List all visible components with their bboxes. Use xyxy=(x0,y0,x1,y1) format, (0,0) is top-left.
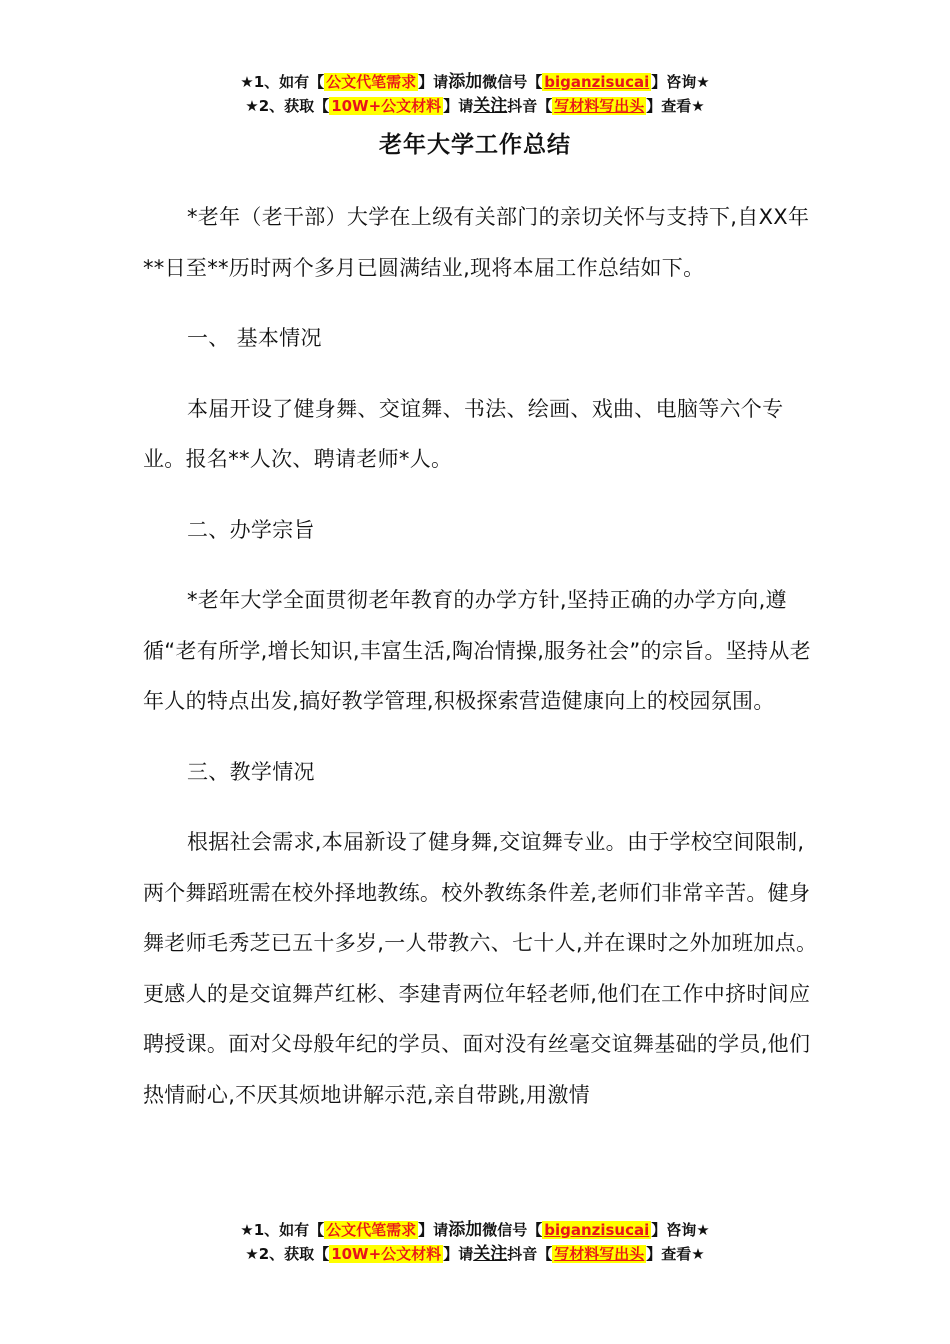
banner-line1-add: 添加 xyxy=(448,72,483,92)
footer-line1-add: 添加 xyxy=(448,1220,483,1240)
banner-line2-prefix: ★2、获取【 xyxy=(245,97,330,115)
banner-douyin-account-link[interactable]: 写材料写出头 xyxy=(554,97,645,115)
footer-wechat-id-link[interactable]: biganzisucai xyxy=(544,1221,650,1239)
section-teaching-paragraph: 根据社会需求,本届新设了健身舞,交谊舞专业。由于学校空间限制,两个舞蹈班需在校外择地教练。校外教练条件差,老师们非常辛苦。健身舞老师毛秀芝已五十多岁,一人带教六、七十人,并在课时之外加班加点。更感人的是交谊舞芦红彬、李建青两位年轻老师,他们在工作中挤时间应聘授课。面对父母般年纪的学员、面对没有丝毫交谊舞基础的学员,他们热情耐心,不厌其烦地讲解示范,亲自带跳,用激情 xyxy=(143,830,818,1107)
footer-line2-prefix: ★2、获取【 xyxy=(245,1245,330,1263)
banner-line2-suffix: 】查看★ xyxy=(646,97,705,115)
header-banner xyxy=(0,70,950,118)
intro-paragraph: *老年（老干部）大学在上级有关部门的亲切关怀与支持下,自XX年**日至**历时两个多月已圆满结业,现将本届工作总结如下。 xyxy=(143,205,810,280)
section-purpose-paragraph: *老年大学全面贯彻老年教育的办学方针,坚持正确的办学方向,遵循“老有所学,增长知识,丰富生活,陶冶情操,服务社会”的宗旨。坚持从老年人的特点出发,搞好教学管理,积极探索营造健康向上的校园氛围。 xyxy=(143,588,811,713)
footer-line2-follow: 关注 xyxy=(473,1244,508,1264)
banner-line2-follow: 关注 xyxy=(473,96,508,116)
footer-line1-prefix: ★1、如有【 xyxy=(240,1221,325,1239)
section-heading-purpose: 二、办学宗旨 xyxy=(187,517,315,542)
footer-douyin-account-link[interactable]: 写材料写出头 xyxy=(554,1245,645,1263)
banner-wechat-id-link[interactable]: biganzisucai xyxy=(544,73,650,91)
section-basic-paragraph: 本届开设了健身舞、交谊舞、书法、绘画、戏曲、电脑等六个专业。报名**人次、聘请老师*人。 xyxy=(143,396,784,471)
section-heading-teaching: 三、教学情况 xyxy=(187,759,315,784)
banner-line-1 xyxy=(0,70,950,94)
footer-line2-mid: 】请 xyxy=(443,1245,474,1263)
banner-line1-mid2: 微信号【 xyxy=(482,73,543,91)
banner-highlight-materials: 10W+公文材料 xyxy=(331,97,442,115)
footer-line1-mid: 】请 xyxy=(418,1221,449,1239)
banner-line1-suffix: 】咨询★ xyxy=(651,73,710,91)
banner-line2-mid: 】请 xyxy=(443,97,474,115)
footer-banner-line-1 xyxy=(0,1218,950,1242)
document-body xyxy=(143,192,819,1120)
footer-highlight-materials: 10W+公文材料 xyxy=(331,1245,442,1263)
footer-highlight-service: 公文代笔需求 xyxy=(326,1221,417,1239)
banner-line-2 xyxy=(0,94,950,118)
footer-line2-suffix: 】查看★ xyxy=(646,1245,705,1263)
footer-line1-suffix: 】咨询★ xyxy=(651,1221,710,1239)
footer-line2-mid2: 抖音【 xyxy=(507,1245,553,1263)
footer-line1-mid2: 微信号【 xyxy=(482,1221,543,1239)
footer-banner xyxy=(0,1218,950,1266)
banner-highlight-service: 公文代笔需求 xyxy=(326,73,417,91)
footer-banner-line-2 xyxy=(0,1242,950,1266)
document-title: 老年大学工作总结 xyxy=(379,132,571,158)
banner-line1-mid: 】请 xyxy=(418,73,449,91)
section-heading-basic: 一、 基本情况 xyxy=(187,326,322,350)
banner-line1-prefix: ★1、如有【 xyxy=(240,73,325,91)
banner-line2-mid2: 抖音【 xyxy=(507,97,553,115)
